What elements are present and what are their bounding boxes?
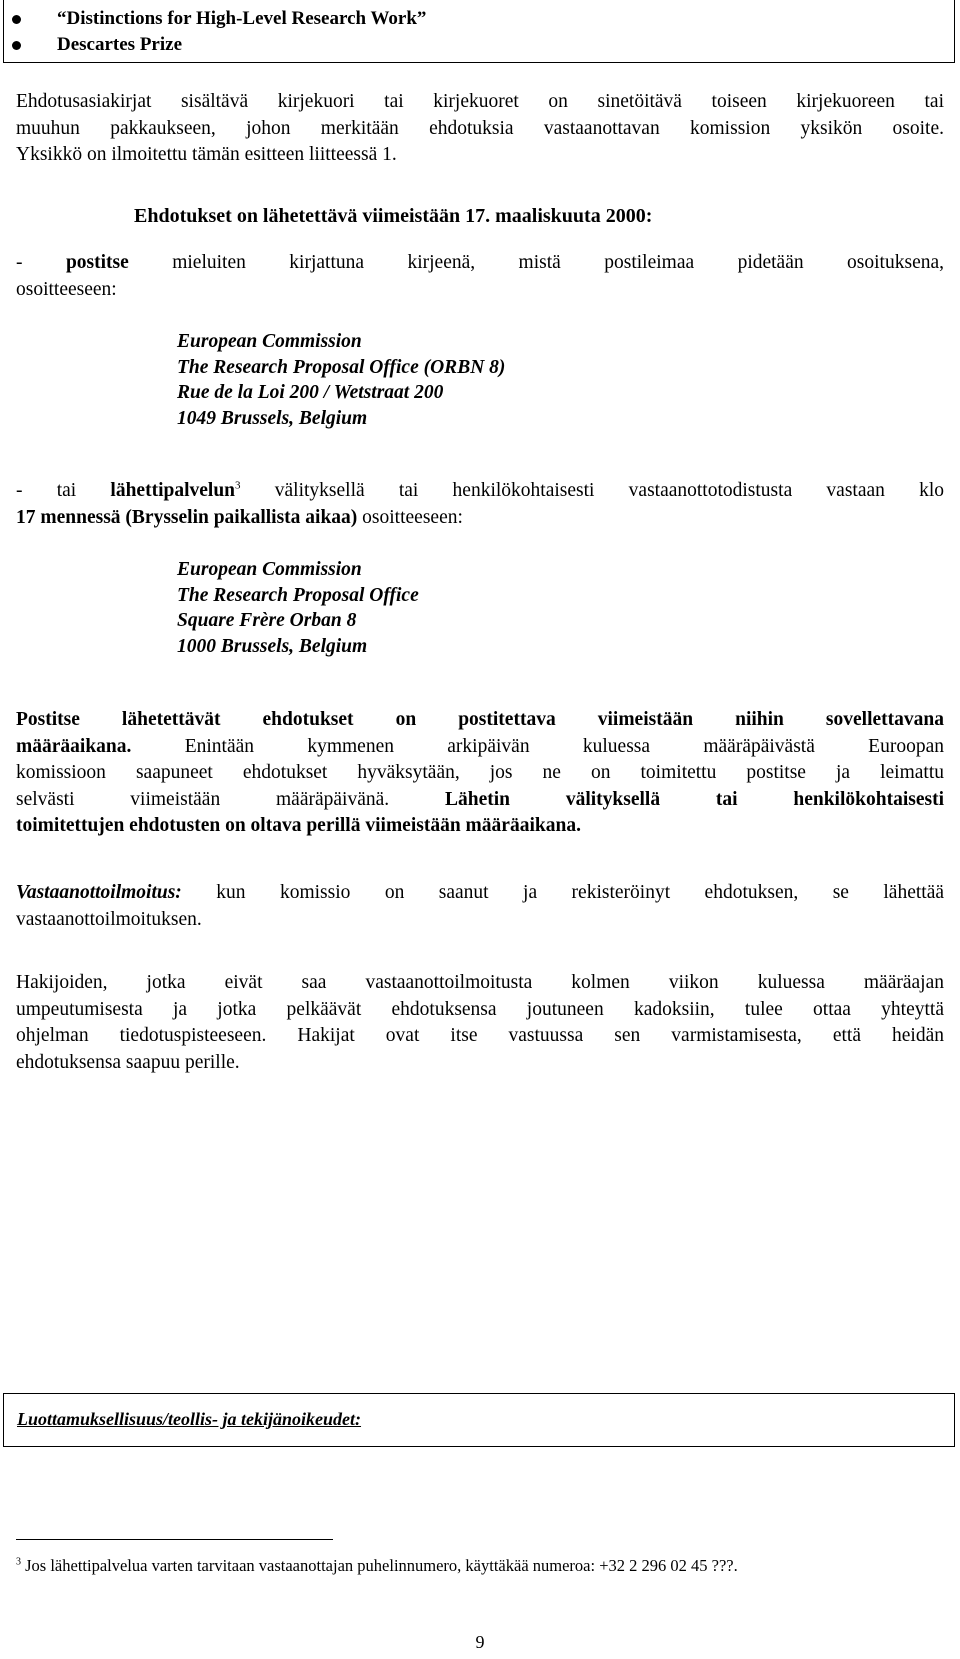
post-option: - postitse mieluiten kirjattuna kirjeenä, mistä postileimaa pidetään osoituksena, osoitteeseen: xyxy=(16,252,945,300)
footnote-ref: 3 xyxy=(235,479,241,492)
bullet-icon xyxy=(12,15,21,24)
deadline-heading: Ehdotukset on lähetettävä viimeistään 17. maaliskuuta 2000: xyxy=(134,205,653,227)
confidentiality-box xyxy=(3,1393,955,1447)
confidentiality-heading: Luottamuksellisuus/teollis- ja tekijänoikeudet: xyxy=(17,1409,362,1429)
acknowledgement-paragraph: Vastaanottoilmoitus: kun komissio on saanut ja rekisteröinyt ehdotuksen, se lähettää vastaanottoilmoituksen. xyxy=(16,882,945,930)
address-courier: European Commission The Research Proposal Office Square Frère Orban 8 1000 Brussels, Belgium xyxy=(177,559,419,657)
missing-acknowledgement-paragraph: Hakijoiden, jotka eivät saa vastaanottoilmoitusta kolmen viikon kuluessa määräajan umpeutumisesta ja jotka pelkäävät ehdotuksensa joutuneen kadoksiin, tulee ottaa yhteyttä ohjelman tiedotuspisteeseen. Hakijat ovat itse vastuussa sen varmistamisesta, että heidän ehdotuksensa saapuu perille. xyxy=(16,972,944,1073)
bullet-icon xyxy=(12,41,21,50)
intro-paragraph: Ehdotusasiakirjat sisältävä kirjekuori tai kirjekuoret on sinetöitävä toiseen kirjekuoreen tai muuhun pakkaukseen, johon merkitään ehdotuksia vastaanottavan komission yksikön osoite. Yksikkö on ilmoitettu tämän esitteen liitteessä 1. xyxy=(16,91,944,165)
courier-option: - tai lähettipalvelun$^3$ välityksellä tai henkilökohtaisesti vastaanottotodistusta vastaan klo 17 mennessä (Brysselin paikallista aikaa) osoitteeseen: xyxy=(16,479,945,528)
header-box: “Distinctions for High-Level Research Work” Descartes Prize xyxy=(3,0,955,63)
address-post: European Commission The Research Proposal Office (ORBN 8) Rue de la Loi 200 / Wetstraat 200 1049 Brussels, Belgium xyxy=(177,331,506,429)
page-number: 9 xyxy=(475,1632,485,1652)
footnote-rule xyxy=(16,1539,333,1540)
postal-rules-paragraph: Postitse lähetettävät ehdotukset on postitettava viimeistään niihin sovellettavana määräaikana. Enintään kymmenen arkipäivän kuluessa määräpäivästä Euroopan komissioon saapuneet ehdotukset hyväksytään, jos ne on toimitettu postitse ja leimattu selvästi viimeistään määräpäivänä. Lähetin välityksellä tai henkilökohtaisesti toimitettujen ehdotusten on oltava perillä viimeistään määräaikana. xyxy=(16,709,944,836)
footnote: $^3$ Jos lähettipalvelua varten tarvitaan vastaanottajan puhelinnumero, käyttäkää numeroa: +32 2 296 02 45 ???. xyxy=(16,1556,738,1575)
